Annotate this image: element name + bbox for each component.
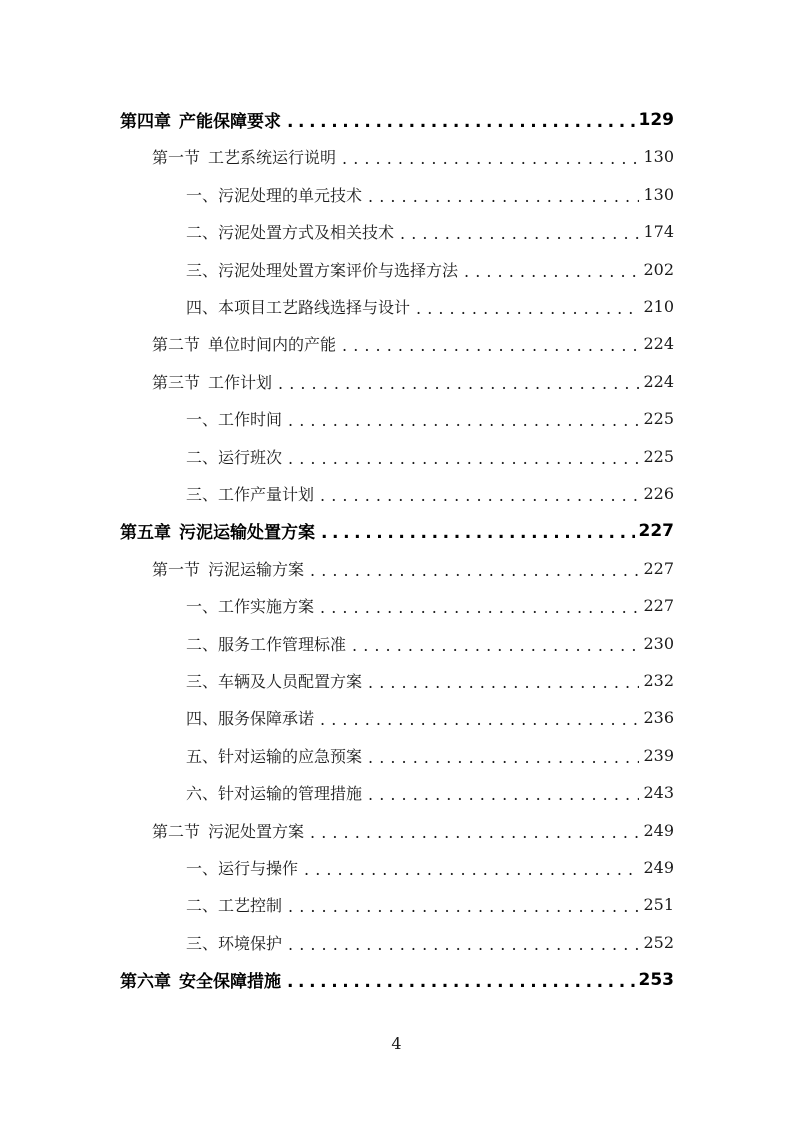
toc-entry-page: 252: [643, 933, 674, 952]
toc-entry-label: [152, 332, 336, 355]
toc-entry-title: 工作时间: [218, 410, 283, 429]
toc-leader-dots: [287, 112, 635, 132]
toc-entry-label: [186, 669, 362, 692]
toc-entry-title: 污泥处置方式及相关技术: [218, 223, 395, 242]
toc-entry-title: 工艺控制: [218, 896, 283, 915]
toc-entry-section[interactable]: [152, 325, 674, 362]
toc-entry-number: 三、: [186, 672, 219, 691]
toc-entry-title: 针对运输的管理措施: [218, 784, 363, 803]
toc-entry-item[interactable]: [186, 475, 674, 512]
toc-entry-title: 污泥处置方案: [208, 822, 305, 841]
toc-entry-number: 一、: [186, 410, 219, 429]
toc-entry-label: [152, 819, 304, 842]
toc-entry-chapter[interactable]: [120, 961, 674, 998]
toc-entry-item[interactable]: [186, 176, 674, 213]
toc-entry-item[interactable]: [186, 213, 674, 250]
toc-leader-dots: [321, 523, 635, 543]
toc-entry-item[interactable]: [186, 587, 674, 624]
toc-entry-title: 污泥运输处置方案: [179, 523, 315, 543]
toc-leader-dots: [400, 224, 639, 243]
toc-leader-dots: [368, 187, 639, 206]
toc-entry-label: [186, 594, 314, 617]
toc-leader-dots: [278, 374, 639, 393]
toc-entry-number: 第五章: [120, 523, 171, 543]
toc-entry-page: 249: [643, 821, 674, 840]
toc-entry-title: 工作产量计划: [218, 485, 315, 504]
toc-entry-title: 工作计划: [208, 373, 273, 392]
toc-entry-item[interactable]: [186, 699, 674, 736]
toc-entry-section[interactable]: [152, 812, 674, 849]
toc-entry-page: 243: [643, 783, 674, 802]
toc-entry-label: [186, 445, 282, 468]
toc-entry-label: [186, 893, 282, 916]
toc-entry-page: 232: [643, 671, 674, 690]
toc-entry-title: 产能保障要求: [179, 112, 281, 132]
toc-entry-item[interactable]: [186, 849, 674, 886]
toc-entry-page: 225: [643, 447, 674, 466]
toc-entry-item[interactable]: [186, 400, 674, 437]
toc-entry-title: 工作实施方案: [218, 597, 315, 616]
toc-entry-label: [120, 518, 315, 543]
toc-entry-title: 污泥处理处置方案评价与选择方法: [218, 261, 459, 280]
toc-leader-dots: [320, 598, 639, 617]
toc-leader-dots: [368, 673, 639, 692]
toc-entry-number: 二、: [186, 635, 219, 654]
toc-leader-dots: [288, 411, 639, 430]
toc-entry-number: 一、: [186, 597, 219, 616]
toc-entry-label: [186, 781, 362, 804]
toc-entry-number: 三、: [186, 261, 219, 280]
toc-entry-label: [186, 856, 298, 879]
toc-entry-page: 130: [643, 185, 674, 204]
toc-entry-page: 226: [643, 484, 674, 503]
toc-entry-number: 三、: [186, 485, 219, 504]
toc-entry-page: 236: [643, 708, 674, 727]
toc-entry-title: 本项目工艺路线选择与设计: [218, 298, 411, 317]
toc-leader-dots: [368, 748, 639, 767]
toc-entry-page: 239: [643, 746, 674, 765]
toc-entry-page: 249: [643, 858, 674, 877]
toc-entry-title: 污泥运输方案: [208, 560, 305, 579]
toc-leader-dots: [304, 860, 639, 879]
toc-entry-number: 第二节: [152, 822, 201, 841]
toc-entry-title: 污泥处理的单元技术: [218, 186, 363, 205]
toc-entry-item[interactable]: [186, 625, 674, 662]
toc-entry-number: 第一节: [152, 560, 201, 579]
toc-leader-dots: [352, 636, 639, 655]
toc-entry-label: [152, 370, 272, 393]
toc-entry-title: 安全保障措施: [179, 972, 281, 992]
toc-entry-number: 三、: [186, 934, 219, 953]
toc-entry-page: 225: [643, 409, 674, 428]
toc-leader-dots: [320, 710, 639, 729]
toc-entry-number: 二、: [186, 448, 219, 467]
toc-entry-label: [186, 220, 394, 243]
page-number: 4: [391, 1034, 402, 1053]
toc-entry-number: 第四章: [120, 112, 171, 132]
toc-leader-dots: [464, 262, 639, 281]
toc-entry-label: [120, 107, 281, 132]
toc-entry-label: [152, 145, 336, 168]
toc-entry-chapter[interactable]: [120, 512, 674, 549]
toc-entry-page: 227: [643, 559, 674, 578]
toc-entry-label: [186, 931, 282, 954]
toc-entry-number: 二、: [186, 223, 219, 242]
toc-entry-number: 第三节: [152, 373, 201, 392]
toc-leader-dots: [287, 972, 635, 992]
toc-entry-label: [186, 183, 362, 206]
toc-entry-label: [186, 744, 362, 767]
toc-entry-label: [186, 632, 346, 655]
toc-entry-item[interactable]: [186, 251, 674, 288]
toc-leader-dots: [416, 299, 639, 318]
toc-entry-item[interactable]: [186, 774, 674, 811]
toc-entry-page: 227: [638, 520, 674, 541]
toc-entry-page: 129: [638, 109, 674, 130]
toc-entry-number: 四、: [186, 298, 219, 317]
toc-leader-dots: [368, 785, 639, 804]
toc-entry-item[interactable]: [186, 924, 674, 961]
toc-entry-page: 210: [643, 297, 674, 316]
toc-entry-title: 运行班次: [218, 448, 283, 467]
toc-entry-item[interactable]: [186, 662, 674, 699]
toc-leader-dots: [310, 561, 639, 580]
toc-entry-page: 224: [643, 334, 674, 353]
toc-entry-item[interactable]: [186, 737, 674, 774]
toc-entry-label: [186, 295, 410, 318]
toc-leader-dots: [288, 897, 639, 916]
toc-entry-title: 单位时间内的产能: [208, 335, 337, 354]
toc-entry-page: 130: [643, 147, 674, 166]
toc-entry-item[interactable]: [186, 886, 674, 923]
toc-entry-page: 224: [643, 372, 674, 391]
toc-entry-title: 车辆及人员配置方案: [218, 672, 363, 691]
toc-leader-dots: [320, 486, 639, 505]
toc-entry-page: 253: [638, 969, 674, 990]
toc-entry-section[interactable]: [152, 550, 674, 587]
toc-entry-chapter[interactable]: [120, 101, 674, 138]
toc-entry-page: 202: [643, 260, 674, 279]
toc-entry-number: 一、: [186, 186, 219, 205]
toc-entry-title: 运行与操作: [218, 859, 299, 878]
toc-entry-section[interactable]: [152, 138, 674, 175]
toc-entry-label: [186, 482, 314, 505]
toc-entry-label: [186, 706, 314, 729]
toc-entry-number: 一、: [186, 859, 219, 878]
toc-entry-item[interactable]: [186, 288, 674, 325]
toc-entry-title: 服务工作管理标准: [218, 635, 347, 654]
toc-entry-label: [120, 967, 281, 992]
toc-entry-section[interactable]: [152, 363, 674, 400]
toc-entry-page: 230: [643, 634, 674, 653]
toc-entry-label: [152, 557, 304, 580]
toc-entry-label: [186, 407, 282, 430]
toc-entry-number: 六、: [186, 784, 219, 803]
toc-leader-dots: [288, 935, 639, 954]
toc-entry-page: 174: [643, 222, 674, 241]
toc-entry-number: 四、: [186, 709, 219, 728]
toc-entry-label: [186, 258, 458, 281]
toc-entry-title: 针对运输的应急预案: [218, 747, 363, 766]
toc-entry-page: 251: [643, 895, 674, 914]
toc-entry-number: 第一节: [152, 148, 201, 167]
toc-entry-number: 第二节: [152, 335, 201, 354]
toc-entry-page: 227: [643, 596, 674, 615]
toc-leader-dots: [342, 336, 639, 355]
toc-entry-item[interactable]: [186, 438, 674, 475]
toc-leader-dots: [342, 149, 639, 168]
toc-entry-title: 工艺系统运行说明: [208, 148, 337, 167]
toc-entry-number: 第六章: [120, 972, 171, 992]
toc-entry-title: 服务保障承诺: [218, 709, 315, 728]
toc-entry-number: 五、: [186, 747, 219, 766]
toc-leader-dots: [310, 823, 639, 842]
toc-leader-dots: [288, 449, 639, 468]
toc-entry-number: 二、: [186, 896, 219, 915]
toc-entry-title: 环境保护: [218, 934, 283, 953]
